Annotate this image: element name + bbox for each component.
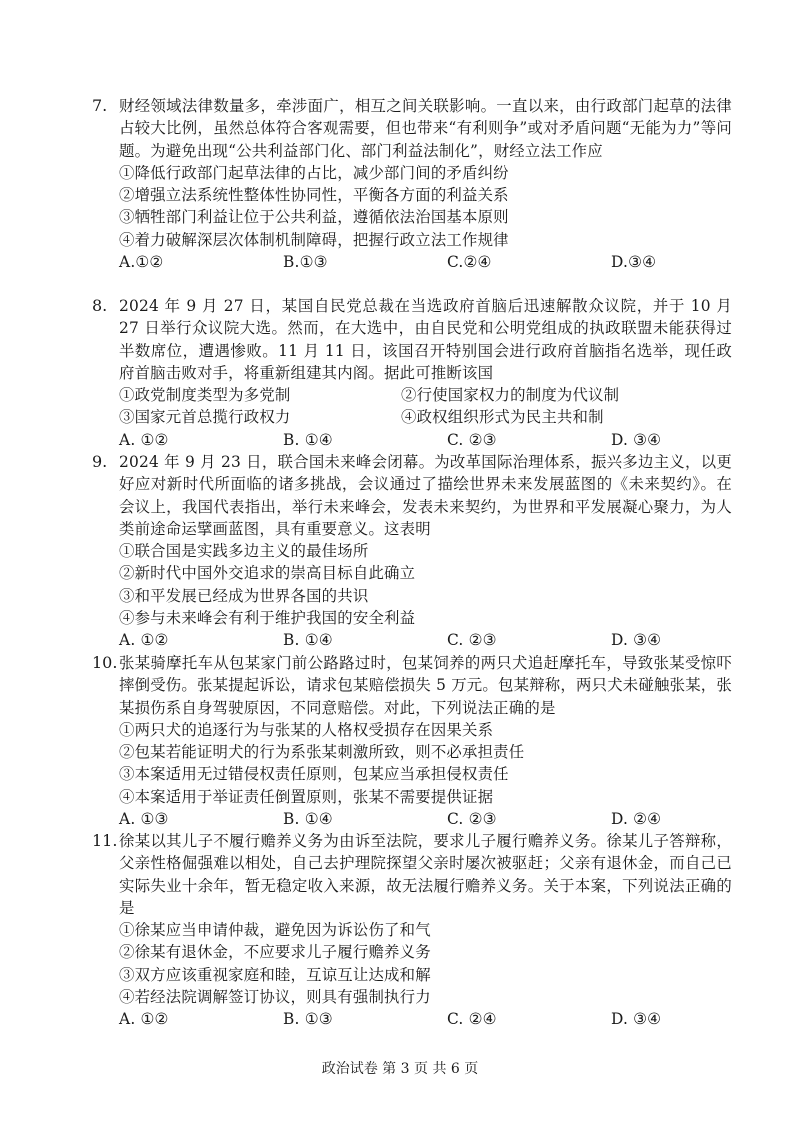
- answer-choices: [119, 1008, 732, 1030]
- question-stem: 徐某以其儿子不履行赡养义务为由诉至法院，要求儿子履行赡养义务。徐某儿子答辩称，父亲性格倔强难以相处，自己去护理院探望父亲时屡次被驱赶；父亲有退休金，而自己已实际失业十余年，暂无稳定收入来源，故无法履行赡养义务。关于本案，下列说法正确的是: [119, 832, 732, 917]
- choice-c[interactable]: C. ②③: [447, 430, 497, 449]
- statement-4: ④参与未来峰会有利于维护我国的安全利益: [119, 609, 416, 628]
- statement-2: ②徐某有退休金，不应要求儿子履行赡养义务: [119, 943, 431, 962]
- choice-a[interactable]: A. ①②: [119, 430, 169, 449]
- choice-b[interactable]: B.①③: [283, 253, 328, 272]
- statement-4: ④本案适用于举证责任倒置原则，张某不需要提供证据: [119, 787, 494, 806]
- question-9: [92, 451, 732, 652]
- answer-choices: [119, 629, 732, 651]
- statement-2: ②增强立法系统性整体性协同性，平衡各方面的利益关系: [119, 186, 509, 205]
- answer-choices: [119, 429, 732, 451]
- statement-3: ③国家元首总揽行政权力: [119, 408, 291, 427]
- choice-b[interactable]: B. ①④: [283, 430, 333, 449]
- choice-c[interactable]: C. ②④: [447, 1010, 497, 1029]
- question-stem: 2024 年 9 月 23 日，联合国未来峰会闭幕。为改革国际治理体系，振兴多边主义，以更好应对新时代所面临的诸多挑战，会议通过了描绘世界未来发展蓝图的《未来契约》。在会议上，我国代表指出，举行未来峰会，发表未来契约，为世界和平发展凝心聚力，为人类前途命运擘画蓝图，具有重要意义。这表明: [119, 453, 732, 538]
- choice-c[interactable]: C.②④: [447, 253, 492, 272]
- statement-4: ④若经法院调解签订协议，则具有强制执行力: [119, 988, 431, 1007]
- choice-d[interactable]: D. ②④: [611, 810, 662, 829]
- question-10: [92, 652, 732, 830]
- choice-a[interactable]: A. ①③: [119, 810, 169, 829]
- choice-b[interactable]: B. ①④: [283, 810, 333, 829]
- statement-4: ④政权组织形式为民主共和制: [401, 408, 604, 427]
- choice-d[interactable]: D. ③④: [611, 430, 662, 449]
- statement-grid: [119, 384, 732, 429]
- choice-a[interactable]: A. ①②: [119, 1010, 169, 1029]
- choice-c[interactable]: C. ②③: [447, 810, 497, 829]
- choice-a[interactable]: A. ①②: [119, 631, 169, 650]
- statement-3: ③牺牲部门利益让位于公共利益，遵循依法治国基本原则: [119, 208, 509, 227]
- choice-c[interactable]: C. ②③: [447, 631, 497, 650]
- question-stem: 2024 年 9 月 27 日，某国自民党总裁在当选政府首脑后迅速解散众议院，并于 10 月 27 日举行众议院大选。然而，在大选中，由自民党和公明党组成的执政联盟未能获得过半数席位，遭遇惨败。11 月 11 日，该国召开特别国会进行政府首脑指名选举，现任政府首脑击败对手，将重新组建其内阁。据此可推断该国: [119, 297, 732, 382]
- statement-3: ③和平发展已经成为世界各国的共识: [119, 586, 369, 605]
- question-number: 9.: [92, 452, 108, 471]
- statement-1: ①联合国是实践多边主义的最佳场所: [119, 542, 369, 561]
- question-number: 11.: [92, 831, 118, 850]
- question-number: 7.: [92, 96, 108, 115]
- statement-3: ③双方应该重视家庭和睦，互谅互让达成和解: [119, 965, 431, 984]
- question-8: [92, 295, 732, 451]
- statement-2: ②新时代中国外交追求的崇高目标自此确立: [119, 564, 416, 583]
- choice-b[interactable]: B. ①④: [283, 631, 333, 650]
- choice-d[interactable]: D. ③④: [611, 631, 662, 650]
- choice-a[interactable]: A.①②: [119, 253, 164, 272]
- statement-2: ②包某若能证明犬的行为系张某刺激所致，则不必承担责任: [119, 743, 525, 762]
- question-stem: 张某骑摩托车从包某家门前公路路过时，包某饲养的两只犬追赶摩托车，导致张某受惊吓摔倒受伤。张某提起诉讼，请求包某赔偿损失 5 万元。包某辩称，两只犬未碰触张某，张某损伤系自身驾驶原因，不同意赔偿。对此，下列说法正确的是: [119, 654, 732, 717]
- question-11: [92, 830, 732, 1031]
- question-7: [92, 95, 732, 273]
- question-stem: 财经领域法律数量多，牵涉面广，相互之间关联影响。一直以来，由行政部门起草的法律占较大比例，虽然总体符合客观需要，但也带来“有利则争”或对矛盾问题“无能为力”等问题。为避免出现“公共利益部门化、部门利益法制化”，财经立法工作应: [119, 97, 732, 160]
- choice-b[interactable]: B. ①③: [283, 1010, 333, 1029]
- statement-2: ②行使国家权力的制度为代议制: [401, 386, 620, 405]
- question-number: 8.: [92, 296, 108, 315]
- statement-3: ③本案适用无过错侵权责任原则，包某应当承担侵权责任: [119, 765, 509, 784]
- statement-1: ①政党制度类型为多党制: [119, 386, 291, 405]
- statement-4: ④着力破解深层次体制机制障碍，把握行政立法工作规律: [119, 230, 509, 249]
- statement-1: ①徐某应当申请仲裁，避免因为诉讼伤了和气: [119, 921, 431, 940]
- question-number: 10.: [92, 653, 118, 672]
- statement-1: ①两只犬的追逐行为与张某的人格权受损存在因果关系: [119, 720, 494, 739]
- answer-choices: [119, 251, 732, 273]
- page-footer: 政治试卷 第 3 页 共 6 页: [321, 1061, 479, 1077]
- choice-d[interactable]: D.③④: [611, 253, 657, 272]
- choice-d[interactable]: D. ③④: [611, 1010, 662, 1029]
- answer-choices: [119, 808, 732, 830]
- statement-1: ①降低行政部门起草法律的占比，减少部门间的矛盾纠纷: [119, 163, 509, 182]
